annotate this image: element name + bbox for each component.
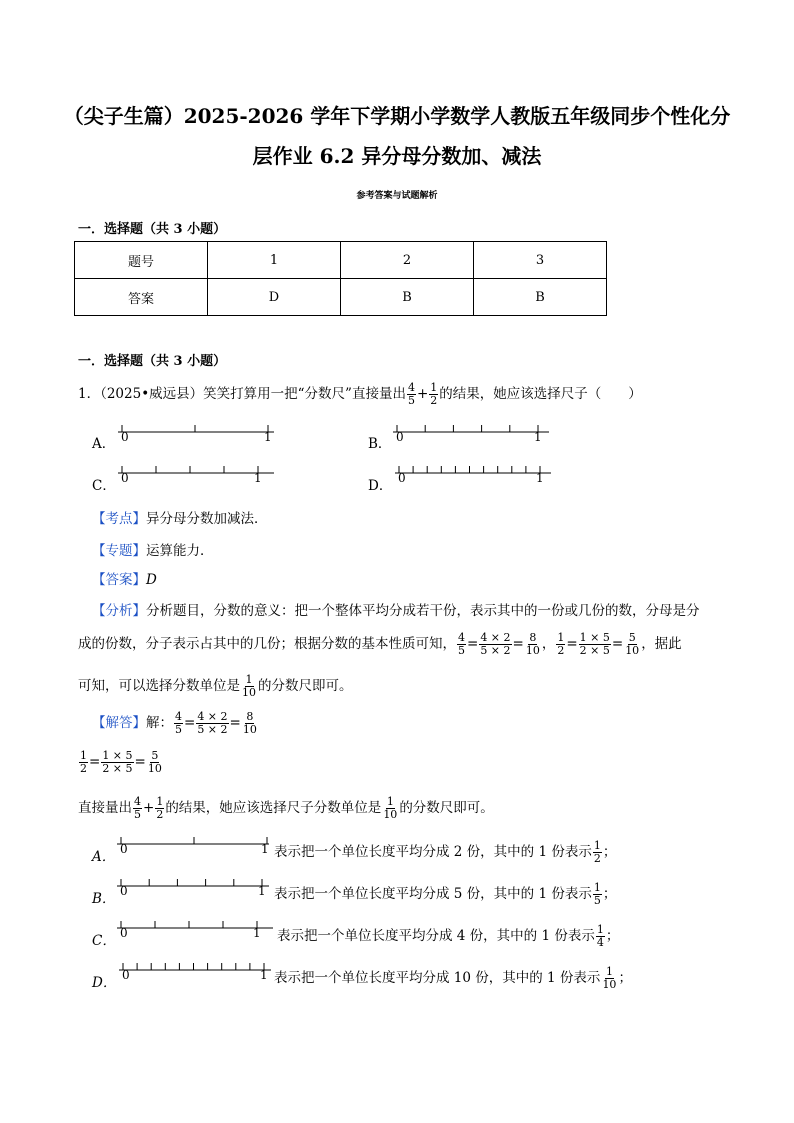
ruler-graphic — [117, 836, 273, 846]
analysis-text: 成的份数，分子表示占其中的几份；根据分数的基本性质可知， — [78, 636, 456, 652]
question-prefix: 1．（2025•威远县）笑笑打算用一把“分数尺”直接量出 — [78, 386, 406, 402]
solution-line1 — [92, 711, 259, 736]
explain-ruler-b — [117, 878, 273, 898]
conclusion-text: 的分数尺即可。 — [399, 800, 494, 816]
table-cell: 题号 — [75, 242, 208, 279]
page-title-line2: 层作业 6.2 异分母分数加、减法 — [252, 144, 542, 168]
explain-text: 表示把一个单位长度平均分成 5 份，其中的 1 份表示 — [274, 886, 592, 902]
conclusion-text: 直接量出 — [78, 800, 132, 816]
plus-sign: + — [416, 386, 429, 402]
option-c-label: C． — [92, 478, 116, 494]
ruler-one-label: 1 — [253, 926, 261, 940]
ruler-one-label: 1 — [534, 430, 542, 444]
explain-d-label: D． — [92, 975, 117, 991]
fraction: $\frac{5}{10}$ — [625, 631, 640, 657]
ruler-zero-label: 0 — [120, 884, 128, 898]
analysis-text: 分析题目，分数的意义：把一个整体平均分成若干份，表示其中的一份或几份的数，分母是分 — [146, 603, 700, 619]
table-row — [75, 242, 607, 279]
fraction: $\frac{4 \times 2}{5 \times 2}$ — [197, 710, 228, 736]
explain-c — [277, 924, 619, 949]
section1-heading: 一．选择题（共 3 小题） — [78, 222, 227, 237]
explain-ruler-a — [117, 836, 273, 856]
table-cell: B — [341, 279, 474, 316]
explain-text: 表示把一个单位长度平均分成 2 份，其中的 1 份表示 — [274, 844, 592, 860]
explain-text: 表示把一个单位长度平均分成 4 份，其中的 1 份表示 — [277, 928, 595, 944]
fraction: $\frac{4}{5}$ — [458, 631, 465, 657]
equals-sign: = — [229, 715, 241, 731]
section2-heading: 一．选择题（共 3 小题） — [78, 354, 227, 369]
fraction: $\frac{8}{10}$ — [242, 710, 257, 736]
ruler-one-label: 1 — [258, 884, 266, 898]
analysis-line1 — [92, 599, 700, 619]
analysis-line2 — [78, 632, 682, 657]
ruler-graphic — [118, 424, 278, 434]
ruler-zero-label: 0 — [396, 430, 404, 444]
table-row — [75, 279, 607, 316]
ruler-zero-label: 0 — [121, 471, 129, 485]
ruler-graphic — [393, 424, 553, 434]
fraction: $\frac{5}{10}$ — [147, 749, 162, 775]
ruler-one-label: 1 — [264, 430, 272, 444]
fraction: $\frac{4}{5}$ — [134, 795, 141, 821]
explain-ruler-d — [119, 962, 275, 982]
solution-line2 — [78, 750, 164, 775]
ruler-zero-label: 0 — [398, 471, 406, 485]
ruler-option-c — [118, 465, 278, 485]
fraction: $\frac{1}{2}$ — [80, 749, 87, 775]
explain-text: 表示把一个单位长度平均分成 10 份，其中的 1 份表示 — [274, 970, 601, 986]
table-cell: B — [474, 279, 607, 316]
semicolon: ； — [618, 970, 632, 986]
explain-d — [274, 966, 632, 991]
ruler-one-label: 1 — [536, 471, 544, 485]
ruler-zero-label: 0 — [122, 968, 130, 982]
analysis-line3 — [78, 674, 353, 699]
explain-a — [274, 840, 616, 865]
kaodian-text: 异分母分数加减法． — [146, 511, 268, 527]
page-title-line1: （尖子生篇）2025-2026 学年下学期小学数学人教版五年级同步个性化分 — [63, 104, 731, 128]
ruler-one-label: 1 — [254, 471, 262, 485]
table-cell: 3 — [474, 242, 607, 279]
ruler-zero-label: 0 — [120, 926, 128, 940]
table-cell: 答案 — [75, 279, 208, 316]
question-suffix: 的结果，她应该选择尺子（ ） — [439, 386, 642, 402]
option-b-label: B． — [368, 436, 392, 452]
semicolon: ； — [605, 928, 620, 944]
solution-conclusion — [78, 796, 494, 821]
semicolon: ； — [602, 844, 617, 860]
zhuanti-text: 运算能力． — [146, 543, 214, 559]
analysis-tag: 【分析】 — [92, 603, 146, 619]
ruler-one-label: 1 — [261, 842, 269, 856]
option-d-label: D． — [368, 478, 393, 494]
equals-sign: = — [134, 754, 146, 770]
answer-line — [92, 568, 157, 588]
equals-sign: = — [467, 636, 479, 652]
solution-text: 解： — [146, 715, 173, 731]
explain-b-label: B． — [92, 891, 116, 907]
ruler-zero-label: 0 — [121, 430, 129, 444]
ruler-option-a — [118, 424, 278, 444]
semicolon: ； — [602, 886, 617, 902]
fraction: $\frac{1}{2}$ — [593, 839, 601, 865]
ruler-graphic — [395, 465, 555, 475]
zhuanti-tag: 【专题】 — [92, 543, 146, 559]
table-cell: 1 — [208, 242, 341, 279]
ruler-option-d — [395, 465, 555, 485]
kaodian-line — [92, 507, 268, 527]
fraction: $\frac{4}{5}$ — [407, 381, 415, 407]
fraction: $\frac{1}{2}$ — [430, 381, 438, 407]
question-1 — [78, 382, 642, 407]
explain-ruler-c — [117, 920, 277, 940]
ruler-graphic — [119, 962, 275, 972]
fraction: $\frac{1}{10}$ — [242, 673, 256, 699]
fraction: $\frac{1 \times 5}{2 \times 5}$ — [102, 749, 133, 775]
comma: ， — [541, 636, 556, 652]
option-a-label: A． — [92, 436, 116, 452]
zhuanti-line — [92, 539, 214, 559]
analysis-text: ，据此 — [641, 636, 682, 652]
fraction: $\frac{1}{5}$ — [593, 881, 601, 907]
fraction: $\frac{1}{10}$ — [383, 795, 398, 821]
equals-sign: = — [611, 636, 624, 652]
analysis-text: 的分数尺即可。 — [258, 678, 353, 694]
equals-sign: = — [89, 754, 101, 770]
fraction: $\frac{1}{2}$ — [557, 631, 565, 657]
fraction: $\frac{1}{2}$ — [156, 795, 164, 821]
page-subtitle: 参考答案与试题解析 — [356, 191, 438, 201]
ruler-graphic — [117, 878, 273, 888]
answer-value: D — [146, 572, 157, 588]
explain-c-label: C． — [92, 933, 116, 949]
fraction: $\frac{4}{5}$ — [175, 710, 182, 736]
kaodian-tag: 【考点】 — [92, 511, 146, 527]
explain-a-label: A． — [92, 849, 116, 865]
conclusion-text: 的结果，她应该选择尺子分数单位是 — [165, 800, 382, 816]
fraction: $\frac{8}{10}$ — [525, 631, 540, 657]
answer-tag: 【答案】 — [92, 572, 146, 588]
equals-sign: = — [512, 636, 524, 652]
solution-tag: 【解答】 — [92, 715, 146, 731]
table-cell: D — [208, 279, 341, 316]
fraction: $\frac{1}{10}$ — [602, 965, 617, 991]
fraction: $\frac{1}{4}$ — [596, 923, 604, 949]
equals-sign: = — [566, 636, 578, 652]
ruler-zero-label: 0 — [120, 842, 128, 856]
explain-b — [274, 882, 616, 907]
ruler-one-label: 1 — [260, 968, 268, 982]
ruler-option-b — [393, 424, 553, 444]
equals-sign: = — [184, 715, 196, 731]
fraction: $\frac{4 \times 2}{5 \times 2}$ — [480, 631, 511, 657]
answer-table — [74, 241, 607, 316]
plus-sign: + — [143, 800, 155, 816]
fraction: $\frac{1 \times 5}{2 \times 5}$ — [579, 631, 610, 657]
table-cell: 2 — [341, 242, 474, 279]
analysis-text: 可知，可以选择分数单位是 — [78, 678, 240, 694]
